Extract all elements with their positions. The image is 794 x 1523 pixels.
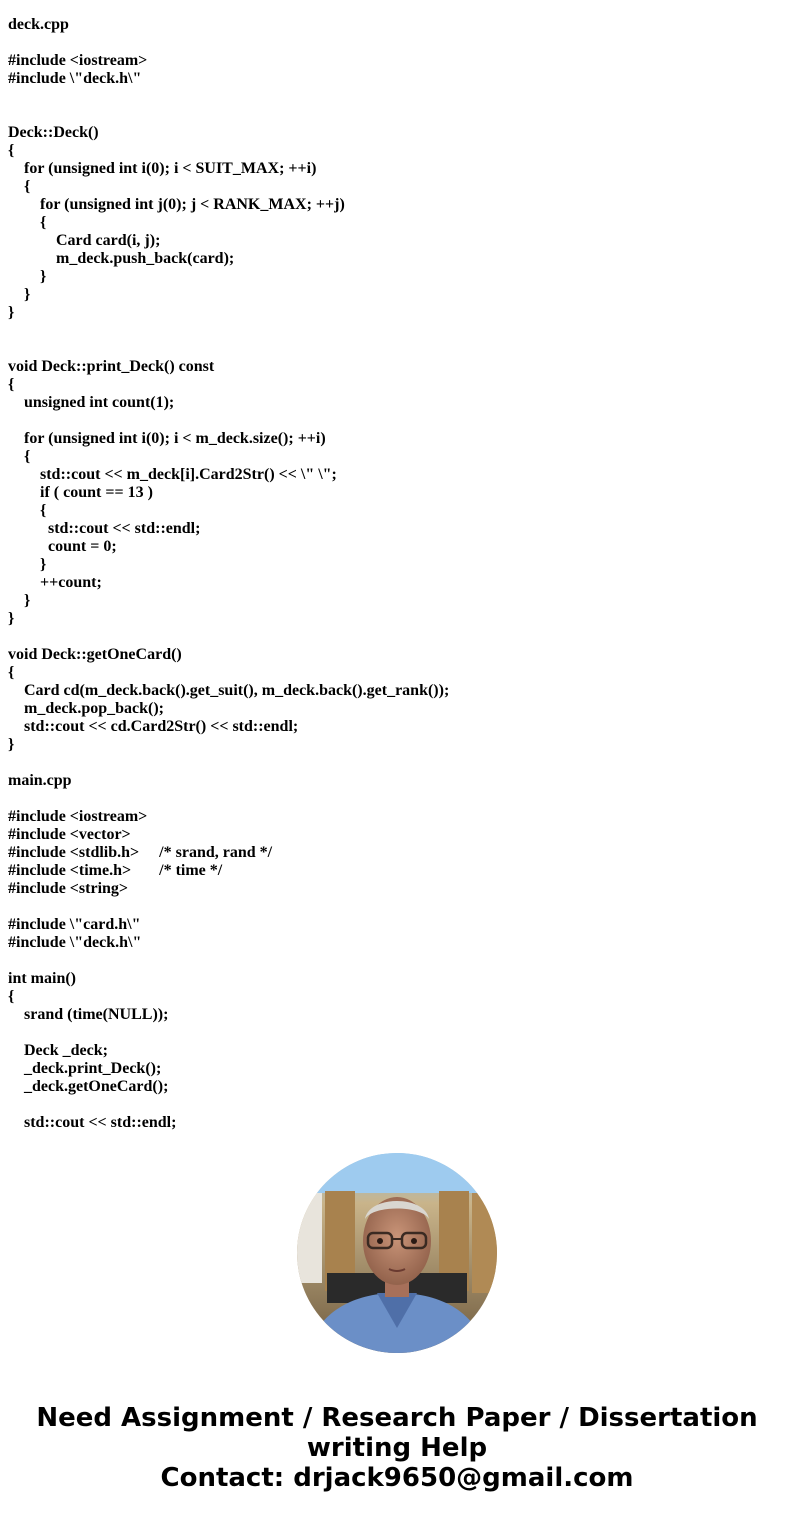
code-line: Card card(i, j);	[8, 232, 161, 249]
code-line: count = 0;	[8, 538, 117, 555]
code-line	[8, 628, 768, 646]
code-line: std::cout << std::endl;	[8, 520, 201, 537]
code-line: {	[8, 214, 47, 231]
code-line: }	[8, 592, 31, 609]
code-line: #include \"deck.h\"	[8, 70, 142, 87]
code-line: ++count;	[8, 574, 102, 591]
code-line: {	[8, 142, 15, 159]
code-line: {	[8, 502, 47, 519]
code-line	[8, 412, 768, 430]
footer-line-1: Need Assignment / Research Paper / Dissertation	[36, 1403, 758, 1433]
footer-advert	[0, 1403, 794, 1493]
code-line: {	[8, 988, 15, 1005]
code-line: {	[8, 376, 15, 393]
code-line: Deck::Deck()	[8, 124, 99, 141]
code-line: std::cout << cd.Card2Str() << std::endl;	[8, 718, 299, 735]
code-line: _deck.getOneCard();	[8, 1078, 169, 1095]
code-line: #include <time.h> /* time */	[8, 862, 223, 879]
code-line: {	[8, 178, 31, 195]
code-line: }	[8, 286, 31, 303]
code-listing	[8, 16, 768, 1132]
code-line: }	[8, 610, 15, 627]
code-line: {	[8, 664, 15, 681]
code-line	[8, 34, 768, 52]
code-line: #include <string>	[8, 880, 129, 897]
code-line: #include <iostream>	[8, 52, 148, 69]
code-line	[8, 88, 768, 106]
code-line: #include \"card.h\"	[8, 916, 141, 933]
code-line	[8, 322, 768, 340]
code-line: unsigned int count(1);	[8, 394, 175, 411]
code-line	[8, 790, 768, 808]
code-line: for (unsigned int i(0); i < m_deck.size(); ++i)	[8, 430, 326, 447]
footer-contact: Contact: drjack9650@gmail.com	[160, 1463, 634, 1493]
code-line	[8, 340, 768, 358]
code-line: for (unsigned int i(0); i < SUIT_MAX; ++i)	[8, 160, 317, 177]
code-line: }	[8, 268, 47, 285]
code-line	[8, 898, 768, 916]
code-line: #include \"deck.h\"	[8, 934, 142, 951]
code-line: std::cout << m_deck[i].Card2Str() << \" \";	[8, 466, 337, 483]
code-line: Card cd(m_deck.back().get_suit(), m_deck.back().get_rank());	[8, 682, 450, 699]
code-line: for (unsigned int j(0); j < RANK_MAX; ++j)	[8, 196, 345, 213]
code-line: deck.cpp	[8, 16, 69, 33]
code-line	[8, 1024, 768, 1042]
code-line: }	[8, 556, 47, 573]
code-line: Deck _deck;	[8, 1042, 108, 1059]
footer-line-2: writing Help	[306, 1433, 488, 1463]
code-line: main.cpp	[8, 772, 72, 789]
code-line: void Deck::print_Deck() const	[8, 358, 215, 375]
code-line: #include <iostream>	[8, 808, 148, 825]
code-line: m_deck.push_back(card);	[8, 250, 235, 267]
code-line: }	[8, 304, 15, 321]
code-line: int main()	[8, 970, 76, 987]
code-line	[8, 754, 768, 772]
code-line: m_deck.pop_back();	[8, 700, 165, 717]
code-line	[8, 952, 768, 970]
code-line: void Deck::getOneCard()	[8, 646, 182, 663]
code-line: {	[8, 448, 31, 465]
code-line: }	[8, 736, 15, 753]
portrait-icon	[297, 1153, 497, 1353]
code-line: #include <vector>	[8, 826, 131, 843]
code-line: _deck.print_Deck();	[8, 1060, 162, 1077]
code-line: #include <stdlib.h> /* srand, rand */	[8, 844, 273, 861]
code-line: srand (time(NULL));	[8, 1006, 169, 1023]
code-line: if ( count == 13 )	[8, 484, 153, 501]
code-line	[8, 1096, 768, 1114]
author-avatar-photo	[297, 1153, 497, 1353]
code-line	[8, 106, 768, 124]
code-line: std::cout << std::endl;	[8, 1114, 177, 1131]
